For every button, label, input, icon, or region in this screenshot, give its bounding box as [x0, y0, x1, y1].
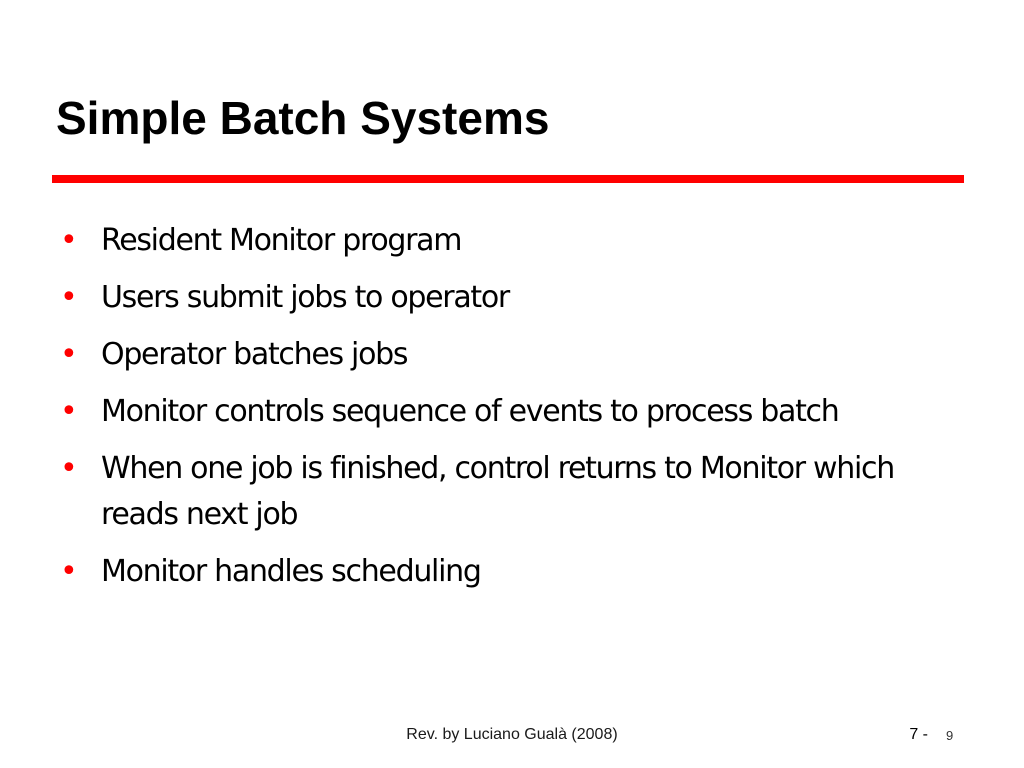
- bullet-dot-icon: •: [60, 554, 78, 589]
- footer-page-number: 9: [946, 728, 954, 743]
- slide-title: Simple Batch Systems: [56, 92, 550, 144]
- bullet-dot-icon: •: [60, 394, 78, 429]
- bullet-item: [58, 218, 958, 264]
- bullet-dot-icon: •: [60, 223, 78, 258]
- bullet-text: Resident Monitor program: [101, 223, 462, 258]
- bullet-text: When one job is finished, control returns to Monitor which reads next job: [101, 451, 894, 532]
- bullet-item: [58, 446, 958, 538]
- bullet-text: Monitor handles scheduling: [101, 554, 481, 589]
- bullet-item: [58, 275, 958, 321]
- bullet-text: Users submit jobs to operator: [101, 280, 509, 315]
- bullet-dot-icon: •: [60, 451, 78, 486]
- bullet-dot-icon: •: [60, 337, 78, 372]
- bullet-item: [58, 332, 958, 378]
- title-underline-rule: [52, 175, 964, 183]
- bullet-text: Monitor controls sequence of events to process batch: [101, 394, 839, 429]
- bullet-dot-icon: •: [60, 280, 78, 315]
- bullet-text: Operator batches jobs: [101, 337, 408, 372]
- footer-credit: Rev. by Luciano Gualà (2008): [406, 726, 618, 743]
- footer-section-number: 7 -: [909, 726, 928, 743]
- bullet-list: [58, 218, 958, 606]
- bullet-item: [58, 389, 958, 435]
- bullet-item: [58, 549, 958, 595]
